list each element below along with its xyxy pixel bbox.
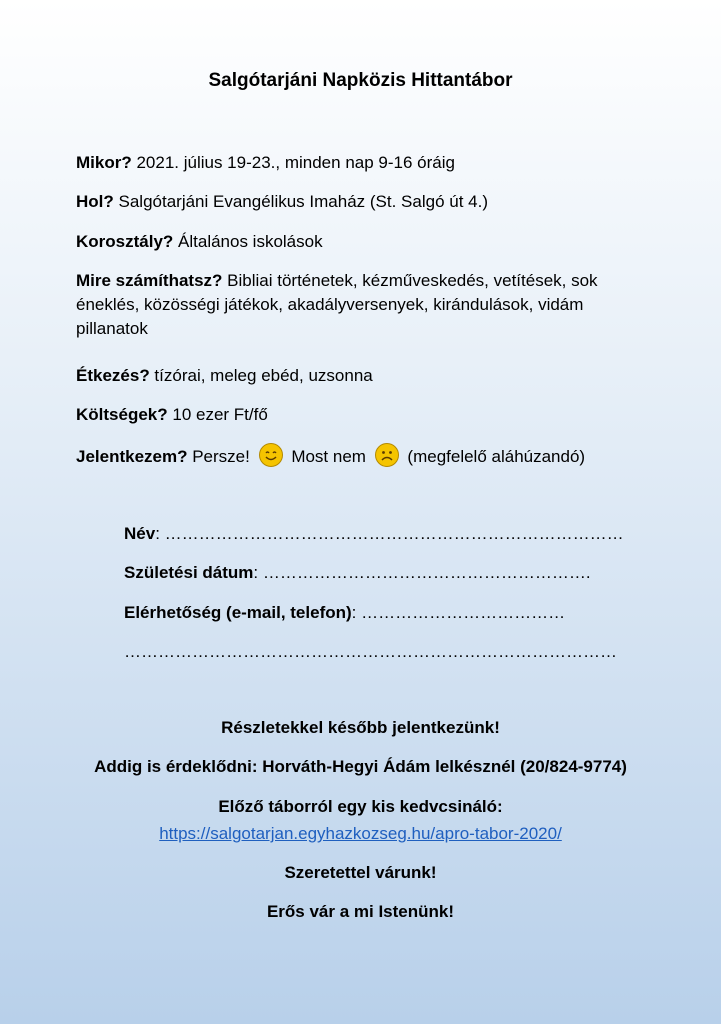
page-title: Salgótarjáni Napközis Hittantábor <box>208 70 513 91</box>
info-etkezes <box>76 364 656 388</box>
korosztaly-label: Korosztály? <box>76 232 174 251</box>
koltsegek-label: Költségek? <box>76 405 168 424</box>
footer-line-2: Addig is érdeklődni: Horváth-Hegyi Ádám lelkésznél (20/824-9774) <box>94 757 627 776</box>
jelentkezem-no: Most nem <box>286 447 366 466</box>
nev-label: Név <box>124 524 156 543</box>
jelentkezem-yes: Persze! <box>187 447 250 466</box>
form-szuletesi <box>124 561 591 585</box>
smiling-face-icon <box>259 443 283 467</box>
frowning-face-icon <box>375 443 399 467</box>
elerhetoseg-label: Elérhetőség (e-mail, telefon) <box>124 603 352 622</box>
info-mikor <box>76 151 656 175</box>
jelentkezem-note: (megfelelő aláhúzandó) <box>402 447 586 466</box>
hol-value: Salgótarjáni Evangélikus Imaház (St. Salgó út 4.) <box>113 192 488 211</box>
koltsegek-value: 10 ezer Ft/fő <box>167 405 268 424</box>
szuletesi-label: Születési dátum <box>124 563 254 582</box>
szuletesi-field[interactable]: : …………………………………………………. <box>253 563 591 582</box>
footer-line-3: Előző táborról egy kis kedvcsináló: <box>218 797 503 816</box>
footer-line-1: Részletekkel később jelentkezünk! <box>221 718 500 737</box>
footer-line-5: Erős vár a mi Istenünk! <box>266 902 455 921</box>
jelentkezem-label: Jelentkezem? <box>76 447 188 466</box>
form-extra-line <box>124 640 617 664</box>
info-korosztaly <box>76 230 656 254</box>
mikor-label: Mikor? <box>76 153 132 172</box>
mikor-value: 2021. július 19-23., minden nap 9-16 óráig <box>131 153 455 172</box>
info-jelentkezem <box>76 443 656 469</box>
previous-camp-link[interactable]: https://salgotarjan.egyhazkozseg.hu/apro-tabor-2020/ <box>159 824 562 843</box>
hol-label: Hol? <box>76 192 114 211</box>
info-mire <box>76 269 656 341</box>
etkezes-value: tízórai, meleg ebéd, uzsonna <box>149 366 373 385</box>
nev-field[interactable]: : ……………………………………………………………………… <box>155 524 624 543</box>
form-elerhetoseg <box>124 601 565 625</box>
form-nev <box>124 522 624 546</box>
mire-value: Bibliai történetek, kézműveskedés, vetítések, sok éneklés, közösségi játékok, akadályversenyek, kirándulások, vidám pillanatok <box>76 271 598 338</box>
elerhetoseg-field[interactable]: : ……………………………… <box>351 603 566 622</box>
footer-line-4: Szeretettel várunk! <box>284 863 437 882</box>
info-koltsegek <box>76 403 656 427</box>
korosztaly-value: Általános iskolások <box>173 232 323 251</box>
extra-field[interactable]: …………………………………………………………………………… <box>124 642 617 661</box>
info-hol <box>76 190 656 214</box>
etkezes-label: Étkezés? <box>76 366 150 385</box>
mire-label: Mire számíthatsz? <box>76 271 223 290</box>
